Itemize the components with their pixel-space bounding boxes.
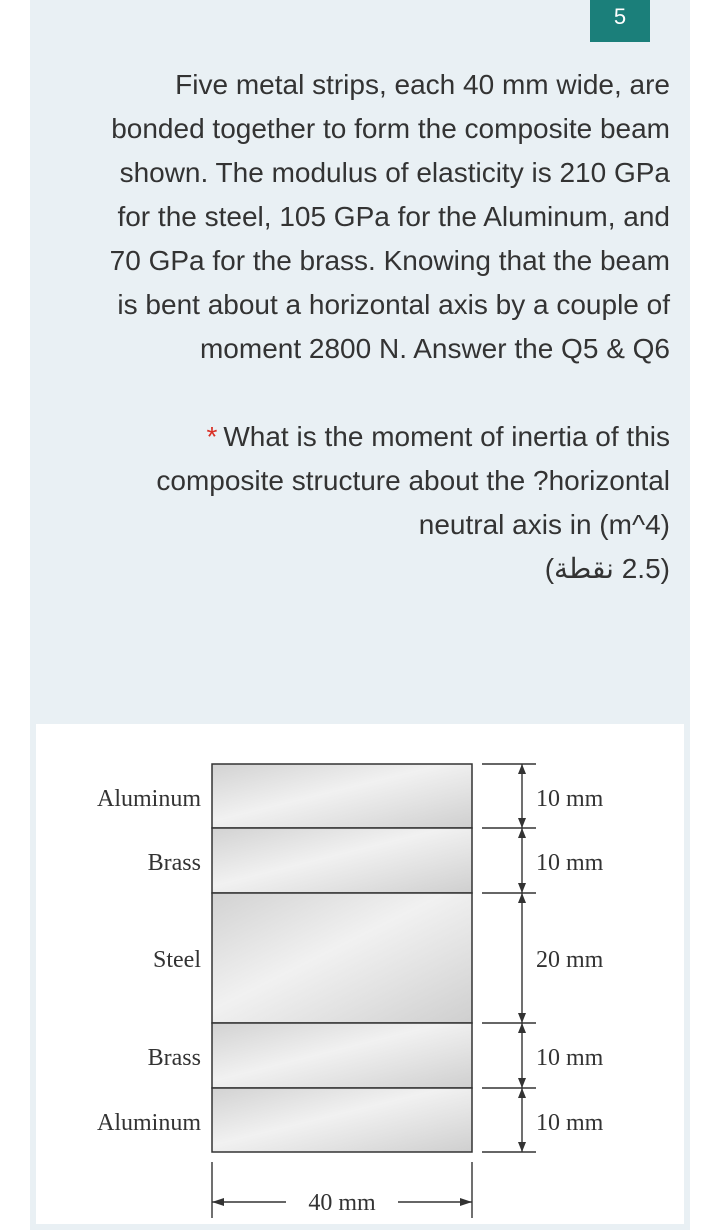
question-prompt bbox=[85, 415, 670, 547]
label-brass-top: Brass bbox=[147, 850, 201, 876]
layer-steel bbox=[212, 893, 472, 1023]
question-points: (2.5 نقطة) bbox=[544, 553, 670, 584]
thickness-dimension-lines bbox=[482, 764, 536, 1152]
thickness-label-5: 10 mm bbox=[536, 1110, 604, 1136]
question-text-block bbox=[85, 63, 670, 591]
width-label: 40 mm bbox=[308, 1190, 376, 1216]
composite-beam-figure bbox=[36, 724, 684, 1224]
thickness-label-3: 20 mm bbox=[536, 947, 604, 973]
question-number-badge: 5 bbox=[590, 0, 650, 42]
question-intro: Five metal strips, each 40 mm wide, are bonded together to form the composite beam shown. The modulus of elasticity is 210 GPa for the steel, 105 GPa for the Aluminum, and 70 GPa for the brass. Knowing that the beam is bent about a horizontal axis by a couple of moment 2800 N. Answer the Q5 & Q6 bbox=[109, 69, 670, 364]
required-marker: * bbox=[206, 421, 218, 452]
question-prompt-text: What is the moment of inertia of this composite structure about the ?horizontal neutral axis in (m^4) bbox=[156, 421, 670, 540]
layer-brass-top bbox=[212, 828, 472, 893]
label-aluminum-top: Aluminum bbox=[96, 786, 201, 812]
label-aluminum-bottom: Aluminum bbox=[96, 1110, 201, 1136]
layer-brass-bottom bbox=[212, 1023, 472, 1088]
thickness-label-2: 10 mm bbox=[536, 850, 604, 876]
layer-aluminum-top bbox=[212, 764, 472, 828]
label-brass-bottom: Brass bbox=[147, 1045, 201, 1071]
layer-aluminum-bottom bbox=[212, 1088, 472, 1152]
label-steel: Steel bbox=[153, 947, 201, 973]
thickness-label-1: 10 mm bbox=[536, 786, 604, 812]
thickness-label-4: 10 mm bbox=[536, 1045, 604, 1071]
beam-layers bbox=[212, 764, 472, 1152]
